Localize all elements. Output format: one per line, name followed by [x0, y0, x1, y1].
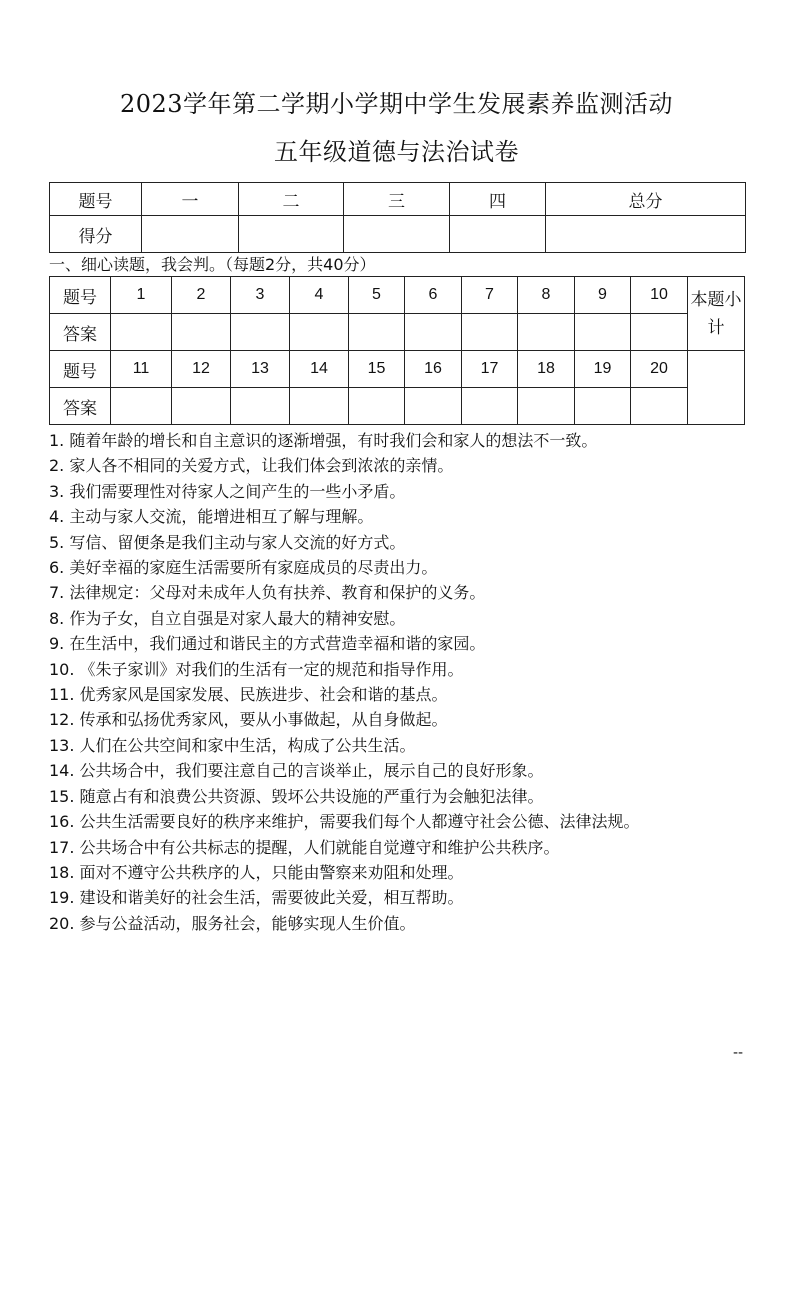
answer-cell[interactable]	[172, 314, 231, 351]
answer-cell[interactable]	[172, 388, 231, 425]
answer-cell[interactable]	[290, 314, 349, 351]
answer-label: 答案	[50, 388, 111, 425]
answer-cell[interactable]	[575, 314, 631, 351]
question-item: 4. 主动与家人交流，能增进相互了解与理解。	[49, 507, 374, 527]
question-item: 10. 《朱子家训》对我们的生活有一定的规范和指导作用。	[49, 659, 464, 679]
score-row-label: 得分	[50, 216, 142, 253]
answer-grid-table	[49, 276, 745, 425]
score-header-cell: 一	[142, 183, 239, 216]
answer-cell[interactable]	[631, 388, 688, 425]
answer-cell[interactable]	[462, 314, 518, 351]
answer-cell[interactable]	[405, 388, 462, 425]
answer-cell[interactable]	[631, 314, 688, 351]
answer-cell[interactable]	[349, 388, 405, 425]
question-number: 8	[518, 277, 575, 314]
question-number: 5	[349, 277, 405, 314]
answer-cell[interactable]	[290, 388, 349, 425]
question-list	[49, 428, 749, 936]
score-header-cell: 四	[450, 183, 546, 216]
answer-cell[interactable]	[518, 388, 575, 425]
subtotal-input-cell[interactable]	[688, 351, 745, 425]
score-summary-table	[49, 182, 746, 253]
question-item: 12. 传承和弘扬优秀家风，要从小事做起，从自身做起。	[49, 710, 448, 730]
question-number-label: 题号	[50, 277, 111, 314]
question-number: 6	[405, 277, 462, 314]
score-header-cell: 三	[344, 183, 450, 216]
question-item: 3. 我们需要理性对待家人之间产生的一些小矛盾。	[49, 481, 406, 501]
answer-cell[interactable]	[462, 388, 518, 425]
question-number: 9	[575, 277, 631, 314]
question-item: 14. 公共场合中，我们要注意自己的言谈举止，展示自己的良好形象。	[49, 761, 544, 781]
question-item: 5. 写信、留便条是我们主动与家人交流的好方式。	[49, 532, 406, 552]
question-item: 7. 法律规定：父母对未成年人负有扶养、教育和保护的义务。	[49, 583, 486, 603]
answer-cell[interactable]	[231, 314, 290, 351]
answer-cell[interactable]	[405, 314, 462, 351]
question-number: 4	[290, 277, 349, 314]
question-number: 20	[631, 351, 688, 388]
question-number: 17	[462, 351, 518, 388]
exam-subtitle: 五年级道德与法治试卷	[274, 138, 519, 166]
question-number: 19	[575, 351, 631, 388]
question-number: 7	[462, 277, 518, 314]
question-item: 17. 公共场合中有公共标志的提醒，人们就能自觉遵守和维护公共秩序。	[49, 837, 560, 857]
exam-title: 2023学年第二学期小学期中学生发展素养监测活动	[119, 90, 674, 118]
question-item: 9. 在生活中，我们通过和谐民主的方式营造幸福和谐的家园。	[49, 634, 486, 654]
question-number: 16	[405, 351, 462, 388]
question-item: 11. 优秀家风是国家发展、民族进步、社会和谐的基点。	[49, 685, 448, 705]
section-heading: 一、细心读题，我会判。（每题2分，共40分）	[49, 255, 376, 274]
question-number-label: 题号	[50, 351, 111, 388]
question-item: 6. 美好幸福的家庭生活需要所有家庭成员的尽责出力。	[49, 558, 438, 578]
answer-cell[interactable]	[575, 388, 631, 425]
answer-cell[interactable]	[111, 314, 172, 351]
question-item: 2. 家人各不相同的关爱方式，让我们体会到浓浓的亲情。	[49, 456, 454, 476]
question-item: 18. 面对不遵守公共秩序的人，只能由警察来劝阻和处理。	[49, 862, 464, 882]
question-item: 13. 人们在公共空间和家中生活，构成了公共生活。	[49, 735, 416, 755]
answer-label: 答案	[50, 314, 111, 351]
answer-cell[interactable]	[231, 388, 290, 425]
subtotal-label: 本题小计	[688, 277, 745, 351]
question-item: 16. 公共生活需要良好的秩序来维护，需要我们每个人都遵守社会公德、法律法规。	[49, 812, 640, 832]
score-input-cell[interactable]	[142, 216, 239, 253]
question-item: 20. 参与公益活动，服务社会，能够实现人生价值。	[49, 913, 416, 933]
question-number: 1	[111, 277, 172, 314]
question-number: 2	[172, 277, 231, 314]
question-number: 13	[231, 351, 290, 388]
score-input-cell[interactable]	[450, 216, 546, 253]
question-item: 15. 随意占有和浪费公共资源、毁坏公共设施的严重行为会触犯法律。	[49, 786, 544, 806]
question-number: 11	[111, 351, 172, 388]
score-input-cell[interactable]	[546, 216, 746, 253]
page-footer-mark: --	[733, 1045, 744, 1061]
question-item: 8. 作为子女，自立自强是对家人最大的精神安慰。	[49, 608, 406, 628]
answer-cell[interactable]	[111, 388, 172, 425]
score-header-cell: 题号	[50, 183, 142, 216]
score-input-cell[interactable]	[239, 216, 344, 253]
question-number: 14	[290, 351, 349, 388]
score-header-cell: 总分	[546, 183, 746, 216]
score-input-cell[interactable]	[344, 216, 450, 253]
question-number: 3	[231, 277, 290, 314]
question-number: 18	[518, 351, 575, 388]
score-header-cell: 二	[239, 183, 344, 216]
answer-cell[interactable]	[349, 314, 405, 351]
question-number: 10	[631, 277, 688, 314]
question-item: 1. 随着年龄的增长和自主意识的逐渐增强，有时我们会和家人的想法不一致。	[49, 431, 598, 450]
answer-cell[interactable]	[518, 314, 575, 351]
question-number: 12	[172, 351, 231, 388]
question-number: 15	[349, 351, 405, 388]
question-item: 19. 建设和谐美好的社会生活，需要彼此关爱，相互帮助。	[49, 888, 464, 908]
